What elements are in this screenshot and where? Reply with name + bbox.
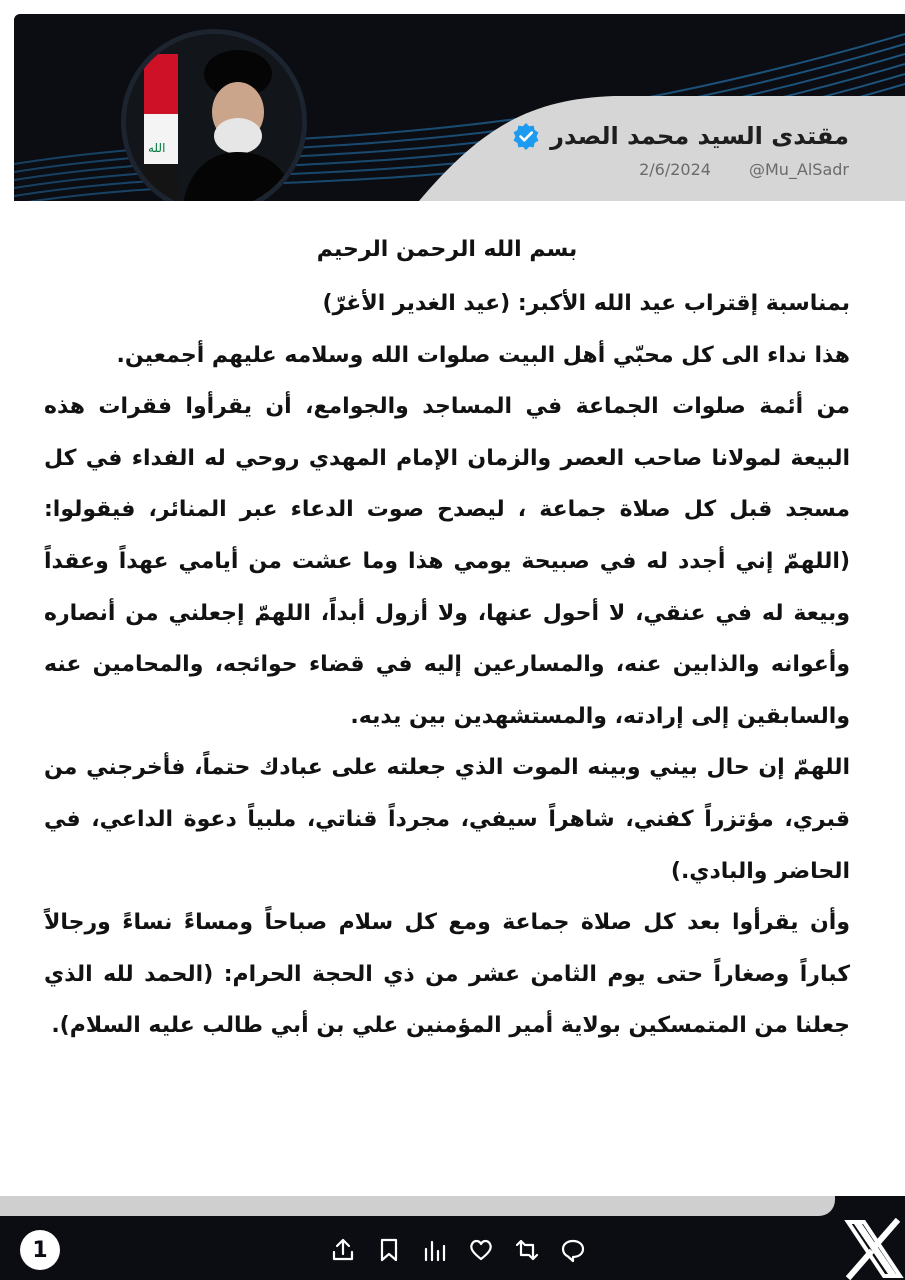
post-body xyxy=(44,222,850,1052)
post-paragraph: بمناسبة إقتراب عيد الله الأكبر: (عيد الغدير الأغرّ) xyxy=(322,291,850,316)
svg-text:الله: الله xyxy=(148,141,166,155)
share-icon[interactable] xyxy=(330,1237,356,1263)
verified-badge-icon xyxy=(512,122,540,150)
footer-divider xyxy=(0,1196,835,1216)
like-icon[interactable] xyxy=(468,1237,494,1263)
repost-icon[interactable] xyxy=(514,1237,540,1263)
reply-icon[interactable] xyxy=(560,1237,586,1263)
views-icon[interactable] xyxy=(422,1237,448,1263)
account-handle[interactable]: @Mu_AlSadr xyxy=(748,160,849,179)
post-actions xyxy=(330,1234,586,1266)
account-meta xyxy=(639,160,849,179)
basmala: بسم الله الرحمن الرحيم xyxy=(316,237,578,262)
account-info xyxy=(512,122,849,150)
bookmark-icon[interactable] xyxy=(376,1237,402,1263)
post-date: 2/6/2024 xyxy=(639,160,711,179)
x-logo-icon xyxy=(842,1218,904,1280)
avatar[interactable] xyxy=(126,34,302,201)
post-paragraph: اللهمّ إن حال بيني وبينه الموت الذي جعلته على عبادك حتماً، فأخرجني من قبري، مؤتزراً كفني، شاهراً سيفي، مجرداً قناتي، ملبياً دعوة الداعي، في الحاضر والبادي.) xyxy=(44,755,850,884)
post-paragraph: هذا نداء الى كل محبّي أهل البيت صلوات الله وسلامه عليهم أجمعين. xyxy=(116,342,850,368)
display-name[interactable]: مقتدى السيد محمد الصدر xyxy=(550,122,849,150)
post-paragraph: من أئمة صلوات الجماعة في المساجد والجوامع، أن يقرأوا فقرات هذه البيعة لمولانا صاحب العصر والزمان الإمام المهدي روحي له الفداء في كل مسجد قبل كل صلاة جماعة ، ليصدح صوت الدعاء عبر المنائر، فيقولوا: (اللهمّ إني أجدد له في صبيحة يومي هذا وما عشت من أيامي عهداً وعقداً وبيعة له في عنقي، لا أحول عنها، ولا أزول أبداً، اللهمّ إجعلني من أنصاره وأعوانه والذابين عنه، والمسارعين إليه في قضاء حوائجه، والمحامين عنه والسابقين إلى إرادته، والمستشهدين بين يديه. xyxy=(44,394,850,729)
post-paragraph: وأن يقرأوا بعد كل صلاة جماعة ومع كل سلام صباحاً ومساءً نساءً ورجالاً كباراً وصغاراً حتى يوم الثامن عشر من ذي الحجة الحرام: (الحمد لله الذي جعلنا من المتمسكين بولاية أمير المؤمنين علي بن أبي طالب عليه السلام). xyxy=(44,910,850,1039)
page-number-badge: 1 xyxy=(20,1230,60,1270)
